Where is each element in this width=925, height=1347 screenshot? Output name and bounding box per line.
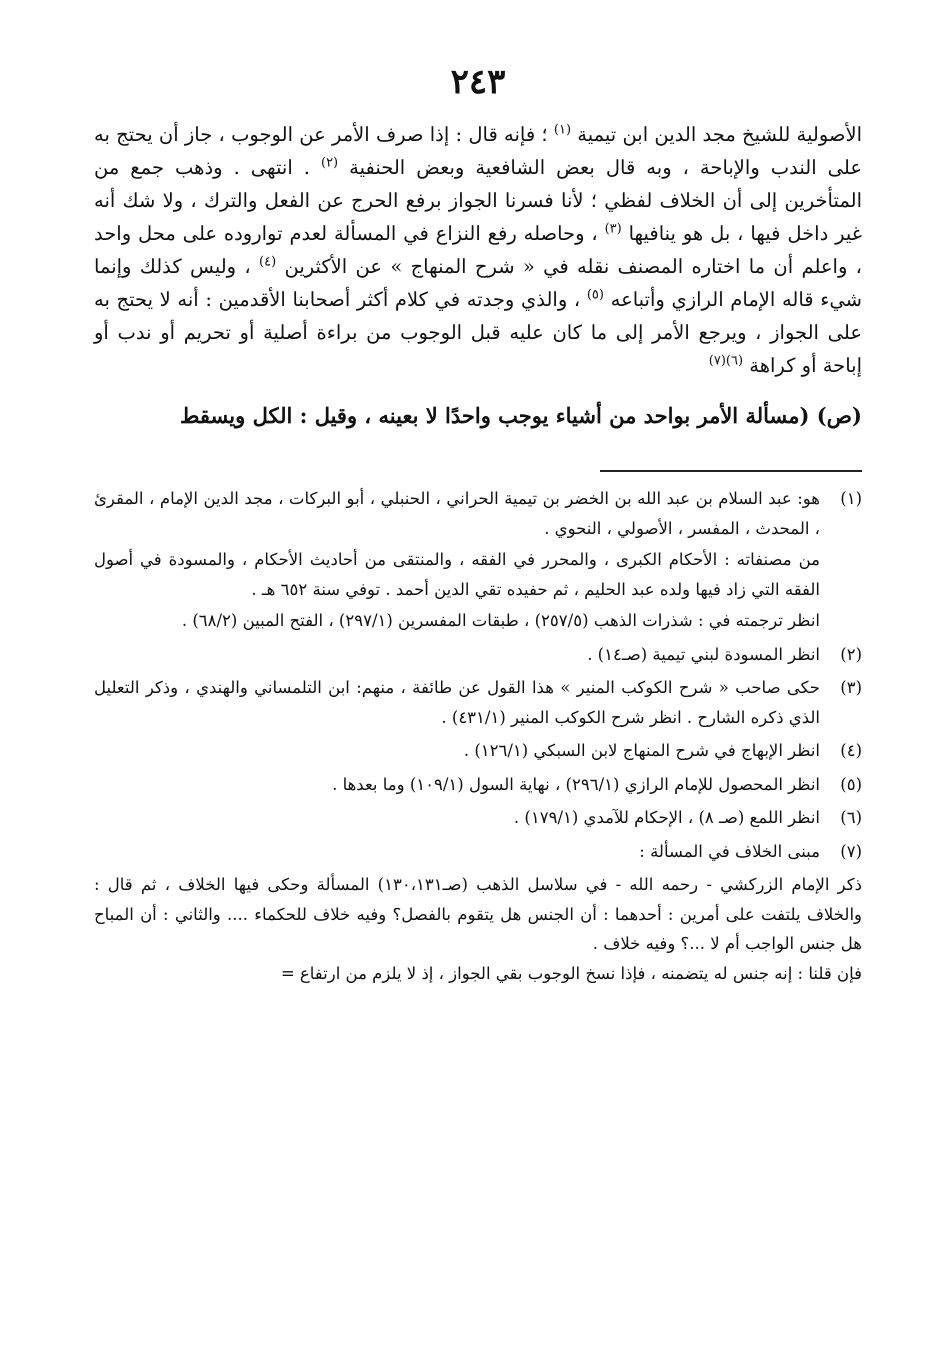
footnote-4: [94, 736, 862, 768]
footnote-7: [94, 837, 862, 869]
footnote-text: هو: عبد السلام بن عبد الله بن الخضر بن تيمية الحراني ، الحنبلي ، أبو البركات ، مجد الدين الإمام ، المقرئ ، المحدث ، المفسر ، الأصولي ، النحوي .: [94, 489, 820, 538]
footnote-ref[interactable]: (٥): [586, 287, 604, 303]
footnote-1: [94, 484, 862, 638]
footnote-number: (٥): [840, 774, 862, 794]
footnote-5: [94, 770, 862, 802]
footnote-6: [94, 803, 862, 835]
footnote-text: حكى صاحب « شرح الكوكب المنير » هذا القول عن طائفة ، منهم: ابن التلمساني والهندي ، وذكر التعليل الذي ذكره الشارح . انظر شرح الكوكب المنير (٤٣١/١) .: [94, 678, 820, 727]
matn-heading: (ص) (مسألة الأمر بواحد من أشياء يوجب واحدًا لا بعينه ، وقيل : الكل ويسقط: [180, 403, 862, 428]
footnote-continuation: ذكر الإمام الزركشي - رحمه الله - في سلاسل الذهب (صـ١٣٠،١٣١) المسألة وحكى فيها الخلاف ، ثم قال : والخلاف يلتفت على أمرين : أحدهما : أن الجنس هل يتقوم بالفصل؟ وفيه خلاف للحكماء .... والثاني : أن المباح هل جنس الواجب أم لا ...؟ وفيه خلاف .: [94, 875, 862, 953]
text-segment: ؛ فإنه قال : إذا صرف الأمر عن الوجوب ، جاز أن يحتج به على الندب والإباحة ، وبه قال بعض الشافعية وبعض الحنفية: [94, 123, 862, 179]
text-segment: ، وحاصله رفع النزاع في المسألة لعدم تواروده على محل واحد ، واعلم أن ما اختاره المصنف نقله في « شرح المنهاج » عن الأكثرين: [94, 222, 862, 278]
footnote-ref[interactable]: (٦)(٧): [708, 353, 744, 369]
footnote-ref[interactable]: (١): [553, 122, 572, 138]
footnote-2: [94, 640, 862, 672]
footnote-number: (٤): [840, 741, 862, 760]
footnote-number: (٣): [840, 678, 862, 697]
text-segment: الأصولية للشيخ مجد الدين ابن تيمية: [577, 123, 862, 146]
main-text: [94, 118, 862, 382]
footnote-text: انظر المحصول للإمام الرازي (٢٩٦/١) ، نهاية السول (١٠٩/١) وما بعدها .: [332, 774, 820, 794]
footnote-text: انظر المسودة لبني تيمية (صـ١٤) .: [587, 644, 820, 664]
footnote-body: [94, 673, 820, 734]
footnote-body: [94, 803, 820, 835]
text-segment: . انتهى . وذهب جمع من المتأخرين إلى أن الخلاف لفظي ؛ لأنا فسرنا الجواز برفع الحرج عن الفعل والترك ، ولا شك أنه غير داخل فيها ، بل هو ينافيها: [94, 156, 863, 245]
main-paragraph: [94, 118, 862, 382]
footnotes: [94, 484, 862, 988]
footnote-number: (٢): [840, 644, 862, 664]
footnote-number: (٧): [840, 841, 862, 861]
text-segment: ، وليس كذلك وإنما شيء قاله الإمام الرازي وأتباعه: [94, 255, 863, 311]
footnote-text: من مصنفاته : الأحكام الكبرى ، والمحرر في الفقه ، والمنتقى من أحاديث الأحكام ، والمسودة في أصول الفقه التي زاد فيها ولده عبد الحليم ، ثم حفيده تقي الدين أحمد . توفي سنة ٦٥٢ هـ .: [94, 550, 820, 599]
footnote-text: مبنى الخلاف في المسألة :: [639, 841, 820, 861]
footnote-3: [94, 673, 862, 734]
footnote-divider: [600, 470, 862, 472]
text-segment: ، والذي وجدته في كلام أكثر أصحابنا الأقدمين : أنه لا يحتج به على الجواز ، ويرجع الأمر إلى ما كان عليه قبل الوجوب من براءة أصلية أو تحريم أو ندب أو إباحة أو كراهة: [94, 288, 862, 377]
footnote-body: [94, 837, 820, 869]
footnote-body: [94, 736, 820, 768]
footnote-body: [94, 770, 820, 802]
footnote-number: (٦): [840, 808, 862, 827]
footnote-ref[interactable]: (٤): [259, 254, 277, 270]
page-number: ٢٤٣: [450, 62, 506, 102]
footnote-number: (١): [840, 489, 862, 508]
footnote-text: انظر الإبهاج في شرح المنهاج لابن السبكي (١٢٦/١) .: [463, 741, 820, 760]
footnote-body: [94, 484, 820, 638]
footnote-text: انظر اللمع (صـ ٨) ، الإحكام للآمدي (١٧٩/١) .: [513, 808, 820, 827]
footnote-continuation: فإن قلنا : إنه جنس له يتضمنه ، فإذا نسخ الوجوب بقي الجواز ، إذ لا يلزم من ارتفاع =: [280, 963, 862, 983]
footnote-text: انظر ترجمته في : شذرات الذهب (٢٥٧/٥) ، طبقات المفسرين (٢٩٧/١) ، الفتح المبين (٦٨/٢) .: [181, 611, 820, 630]
footnote-ref[interactable]: (٣): [604, 221, 622, 237]
footnote-ref[interactable]: (٢): [320, 155, 339, 171]
book-page: [94, 60, 862, 988]
footnote-body: [94, 640, 820, 672]
